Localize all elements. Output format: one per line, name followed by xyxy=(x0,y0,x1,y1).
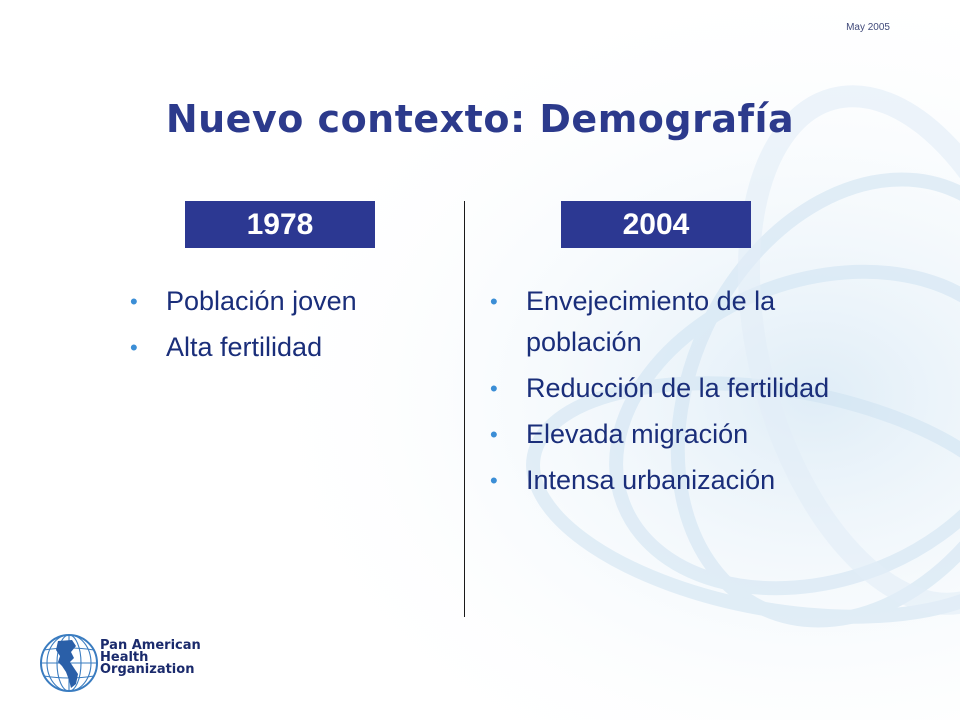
year-box-1978: 1978 xyxy=(185,201,375,248)
slide-title: Nuevo contexto: Demografía xyxy=(165,97,795,141)
bullet-text: Envejecimiento de la población xyxy=(526,286,776,357)
list-item xyxy=(490,281,870,363)
bullet-text: Población joven xyxy=(166,286,357,316)
list-item xyxy=(130,327,450,368)
bullet-text: Reducción de la fertilidad xyxy=(526,373,830,403)
logo-line-1: Pan American xyxy=(100,638,201,653)
bullet-text: Intensa urbanización xyxy=(526,465,776,495)
bullet-icon: • xyxy=(490,289,498,314)
list-item xyxy=(490,368,870,409)
left-bullet-list xyxy=(130,281,450,373)
list-item xyxy=(490,414,870,455)
bullet-icon: • xyxy=(130,335,138,360)
paho-logo xyxy=(38,632,238,694)
bullet-icon: • xyxy=(490,468,498,493)
column-divider xyxy=(464,201,465,617)
bullet-text: Alta fertilidad xyxy=(166,332,323,362)
globe-americas-icon xyxy=(38,632,100,694)
logo-line-3: Organization xyxy=(100,662,195,677)
year-box-2004: 2004 xyxy=(561,201,751,248)
logo-text xyxy=(100,640,201,676)
list-item xyxy=(130,281,450,322)
bullet-icon: • xyxy=(490,422,498,447)
bullet-icon: • xyxy=(490,376,498,401)
bullet-text: Elevada migración xyxy=(526,419,749,449)
bullet-icon: • xyxy=(130,289,138,314)
slide-date: May 2005 xyxy=(846,22,890,33)
list-item xyxy=(490,460,870,501)
logo-line-2: Health xyxy=(100,650,149,665)
right-bullet-list xyxy=(490,281,870,506)
